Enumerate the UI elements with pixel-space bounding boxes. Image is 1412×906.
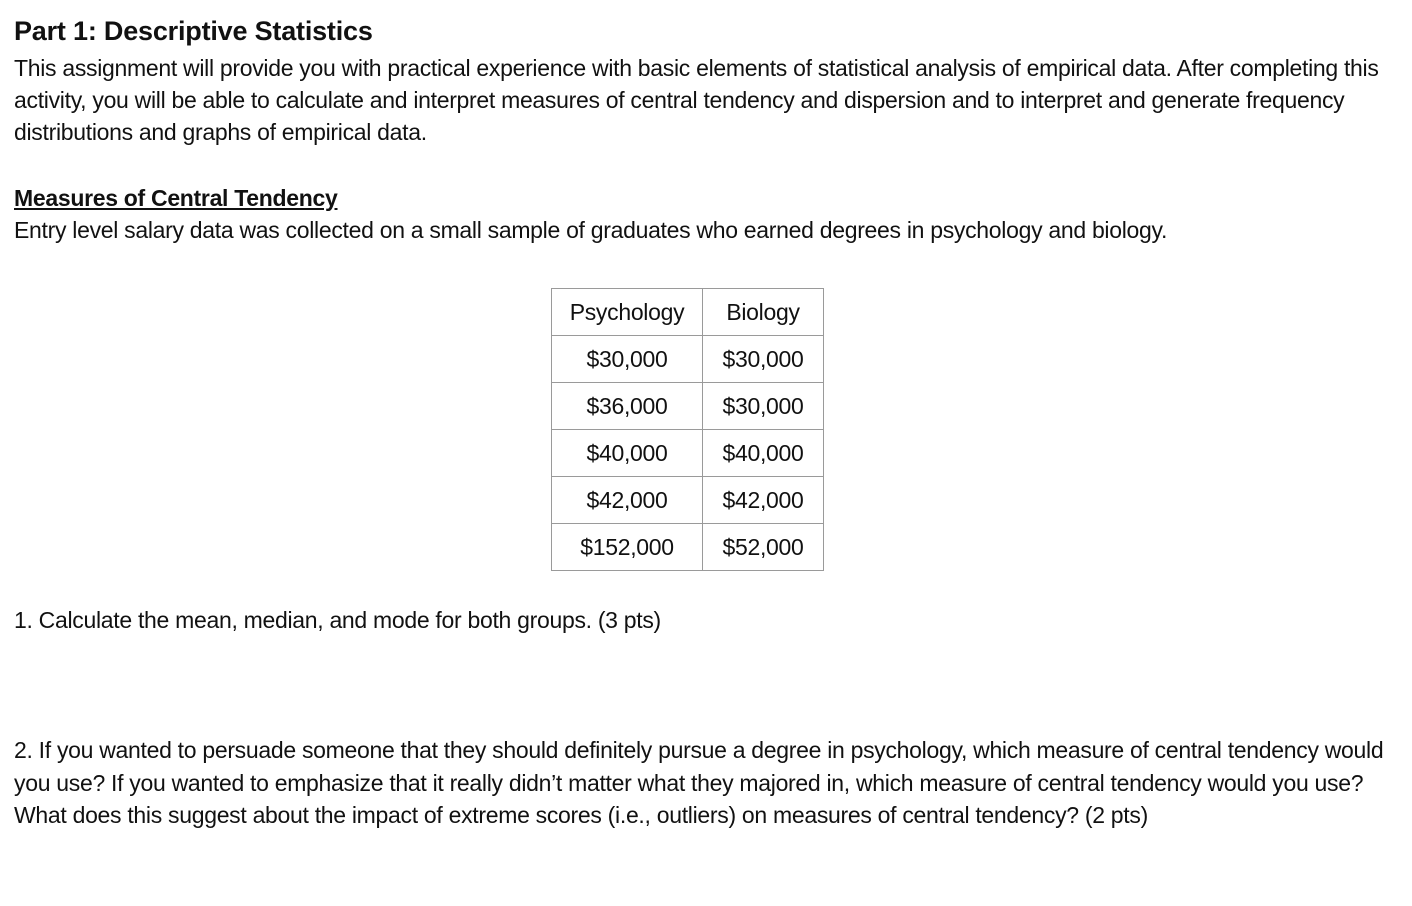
biology-salary-cell: $42,000 <box>703 477 824 524</box>
salary-table <box>551 288 824 571</box>
section-description: Entry level salary data was collected on a small sample of graduates who earned degrees in psychology and biology. <box>14 217 1168 243</box>
psychology-salary-cell: $152,000 <box>552 524 703 571</box>
document-page <box>14 14 1398 828</box>
psychology-salary-cell: $36,000 <box>552 383 703 430</box>
psychology-salary-cell: $30,000 <box>552 336 703 383</box>
psychology-salary-cell: $42,000 <box>552 477 703 524</box>
column-header-biology: Biology <box>703 289 824 336</box>
column-header-psychology: Psychology <box>552 289 703 336</box>
section-heading: Measures of Central Tendency <box>14 185 338 211</box>
table-row <box>552 336 824 383</box>
psychology-salary-cell: $40,000 <box>552 430 703 477</box>
biology-salary-cell: $30,000 <box>703 336 824 383</box>
question-2: 2. If you wanted to persuade someone that they should definitely pursue a degree in psychology, which measure of central tendency would you use? If you wanted to emphasize that it really didn’t matter what they majored in, which measure of central tendency would you use? What does this suggest about the impact of extreme scores (i.e., outliers) on measures of central tendency? (2 pts) <box>14 737 1384 828</box>
document-title: Part 1: Descriptive Statistics <box>14 16 373 46</box>
biology-salary-cell: $52,000 <box>703 524 824 571</box>
biology-salary-cell: $30,000 <box>703 383 824 430</box>
table-row <box>552 430 824 477</box>
table-row <box>552 477 824 524</box>
table-header-row <box>552 289 824 336</box>
question-1: 1. Calculate the mean, median, and mode for both groups. (3 pts) <box>14 607 661 633</box>
biology-salary-cell: $40,000 <box>703 430 824 477</box>
intro-paragraph: This assignment will provide you with practical experience with basic elements of statistical analysis of empirical data. After completing this activity, you will be able to calculate and interpret measures of central tendency and dispersion and to interpret and generate frequency distributions and graphs of empirical data. <box>14 55 1379 145</box>
table-row <box>552 383 824 430</box>
table-row <box>552 524 824 571</box>
